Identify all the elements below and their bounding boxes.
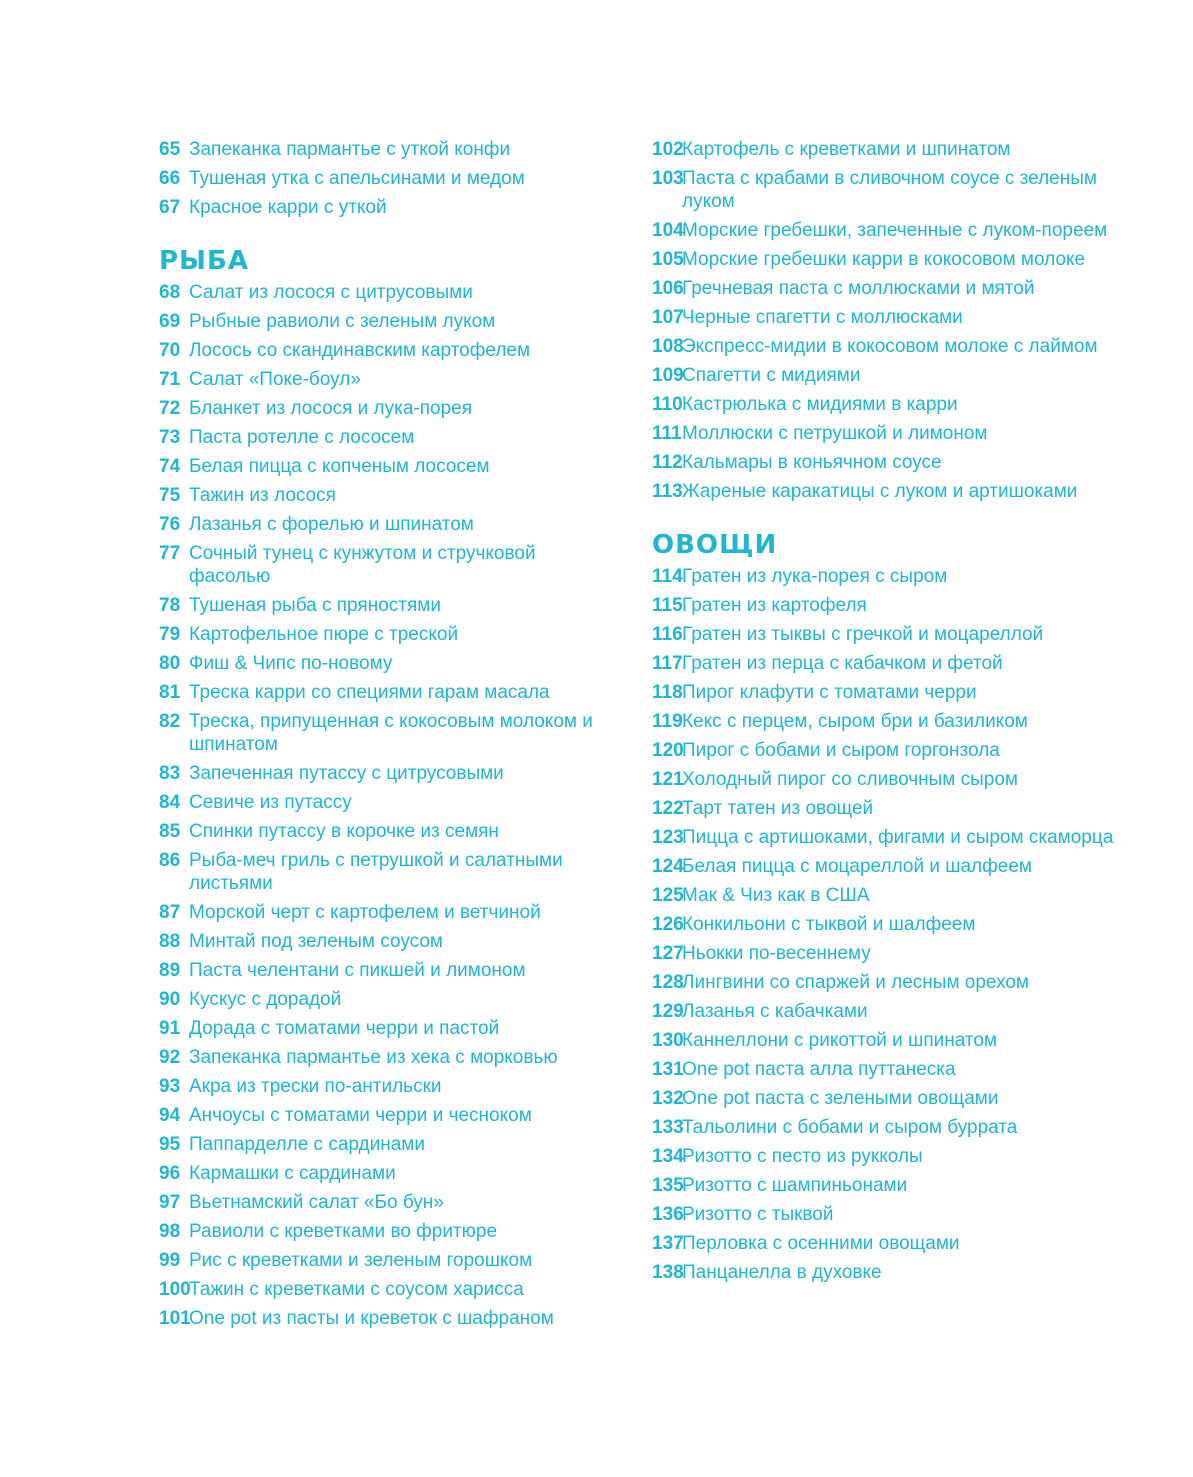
- page-number: 90: [159, 989, 181, 1010]
- toc-entry: [652, 1087, 1122, 1110]
- recipe-title: One pot из пасты и креветок с шафраном: [189, 1308, 554, 1329]
- page-number: 93: [159, 1076, 181, 1097]
- recipe-title: Рыба-меч гриль с петрушкой и салатными листьями: [189, 850, 563, 894]
- page-number: 94: [159, 1105, 181, 1126]
- page-number: 107: [652, 307, 684, 328]
- recipe-title: Морской черт с картофелем и ветчиной: [189, 902, 541, 923]
- toc-entry: [652, 942, 1122, 965]
- toc-entry: [652, 768, 1122, 791]
- recipe-title: Паста ротелле с лососем: [189, 427, 415, 448]
- toc-entry: [159, 281, 599, 304]
- page-number: 73: [159, 427, 181, 448]
- recipe-title: Черные спагетти с моллюсками: [682, 307, 963, 328]
- recipe-title: Гратен из тыквы с гречкой и моцареллой: [682, 624, 1044, 645]
- recipe-title: Кальмары в коньячном соусе: [682, 452, 942, 473]
- page-number: 82: [159, 711, 181, 732]
- page-number: 86: [159, 850, 181, 871]
- toc-entry: [159, 594, 599, 617]
- toc-entry: [652, 739, 1122, 762]
- page-number: 79: [159, 624, 181, 645]
- toc-entry: [159, 339, 599, 362]
- toc-entry: [652, 1058, 1122, 1081]
- page-number: 136: [652, 1204, 684, 1225]
- page-number: 117: [652, 653, 683, 674]
- toc-entry: [652, 364, 1122, 387]
- page-number: 137: [652, 1233, 684, 1254]
- toc-entry: [652, 1261, 1122, 1284]
- toc-entry: [652, 797, 1122, 820]
- recipe-title: Паста с крабами в сливочном соусе с зеленым луком: [682, 168, 1097, 212]
- page-number: 81: [159, 682, 181, 703]
- recipe-title: Паппарделле с сардинами: [189, 1134, 425, 1155]
- section-fish: [159, 247, 599, 1330]
- recipe-title: Кастрюлька с мидиями в карри: [682, 394, 958, 415]
- toc-entry: [159, 196, 599, 219]
- recipe-title: Тажин с креветками с соусом харисса: [189, 1279, 524, 1300]
- page-number: 97: [159, 1192, 181, 1213]
- page-number: 66: [159, 168, 181, 189]
- section-vegetables: [652, 531, 1122, 1284]
- toc-entry: [652, 565, 1122, 588]
- toc-entry: [652, 335, 1122, 358]
- recipe-title: Тажин из лосося: [189, 485, 336, 506]
- page-number: 122: [652, 798, 684, 819]
- toc-entry: [159, 820, 599, 843]
- page-number: 114: [652, 566, 683, 587]
- recipe-title: Ризотто с песто из рукколы: [682, 1146, 923, 1167]
- recipe-title: Запеканка пармантье с уткой конфи: [189, 139, 511, 160]
- page-number: 92: [159, 1047, 181, 1068]
- toc-entry: [652, 219, 1122, 242]
- toc-entry: [159, 1162, 599, 1185]
- page-number: 105: [652, 249, 684, 270]
- page-number: 77: [159, 543, 181, 564]
- page-number: 118: [652, 682, 683, 703]
- page-number: 109: [652, 365, 684, 386]
- recipe-title: Гратен из перца с кабачком и фетой: [682, 653, 1003, 674]
- recipe-title: Бланкет из лосося и лука-порея: [189, 398, 473, 419]
- toc-entry: [652, 393, 1122, 416]
- recipe-title: Вьетнамский салат «Бо бун»: [189, 1192, 444, 1213]
- toc-entry: [159, 791, 599, 814]
- toc-entry: [652, 1174, 1122, 1197]
- recipe-title: Ризотто с шампиньонами: [682, 1175, 908, 1196]
- recipe-title: Пирог с бобами и сыром горгонзола: [682, 740, 1000, 761]
- toc-entry: [652, 623, 1122, 646]
- page-number: 101: [159, 1308, 191, 1329]
- toc-entry: [652, 594, 1122, 617]
- recipe-title: Тальолини с бобами и сыром буррата: [682, 1117, 1018, 1138]
- recipe-title: One pot паста алла путтанеска: [682, 1059, 956, 1080]
- recipe-title: Холодный пирог со сливочным сыром: [682, 769, 1018, 790]
- toc-entry: [159, 623, 599, 646]
- recipe-title: Акра из трески по-антильски: [189, 1076, 442, 1097]
- toc-entry: [652, 971, 1122, 994]
- page-number: 129: [652, 1001, 684, 1022]
- toc-entry: [159, 930, 599, 953]
- toc-entry: [652, 1029, 1122, 1052]
- toc-entry: [159, 849, 599, 895]
- page-number: 95: [159, 1134, 181, 1155]
- recipe-title: Лазанья с кабачками: [682, 1001, 868, 1022]
- toc-entry: [652, 480, 1122, 503]
- page-number: 71: [159, 369, 181, 390]
- page-number: 126: [652, 914, 684, 935]
- toc-entry: [159, 1278, 599, 1301]
- recipe-title: Морские гребешки, запеченные с луком-пореем: [682, 220, 1108, 241]
- page-number: 133: [652, 1117, 684, 1138]
- page-number: 96: [159, 1163, 181, 1184]
- page-number: 116: [652, 624, 683, 645]
- section-title-vegetables: ОВОЩИ: [652, 530, 778, 560]
- recipe-title: Картофельное пюре с треской: [189, 624, 459, 645]
- recipe-title: Морские гребешки карри в кокосовом молоке: [682, 249, 1086, 270]
- recipe-title: Кускус с дорадой: [189, 989, 342, 1010]
- toc-entry: [652, 710, 1122, 733]
- recipe-title: Треска карри со специями гарам масала: [189, 682, 550, 703]
- page-number: 88: [159, 931, 181, 952]
- recipe-title: Каннеллони с рикоттой и шпинатом: [682, 1030, 997, 1051]
- toc-entry: [652, 422, 1122, 445]
- toc-entry: [159, 1249, 599, 1272]
- toc-entry: [159, 988, 599, 1011]
- page-number: 125: [652, 885, 684, 906]
- page-number: 138: [652, 1262, 684, 1283]
- recipe-title: Паста челентани с пикшей и лимоном: [189, 960, 526, 981]
- page-number: 124: [652, 856, 684, 877]
- page-number: 110: [652, 394, 683, 415]
- toc-entry: [652, 1232, 1122, 1255]
- recipe-title: Пирог клафути с томатами черри: [682, 682, 977, 703]
- page-number: 115: [652, 595, 683, 616]
- toc-entry: [652, 681, 1122, 704]
- page-number: 76: [159, 514, 181, 535]
- intro-list: [159, 138, 599, 219]
- page-number: 99: [159, 1250, 181, 1271]
- page-number: 104: [652, 220, 684, 241]
- recipe-title: Запеченная путассу с цитрусовыми: [189, 763, 504, 784]
- recipe-title: Белая пицца с копченым лососем: [189, 456, 490, 477]
- recipe-title: Равиоли с креветками во фритюре: [189, 1221, 498, 1242]
- toc-entry: [159, 901, 599, 924]
- toc-entry: [652, 138, 1122, 161]
- recipe-title: Спинки путассу в корочке из семян: [189, 821, 499, 842]
- toc-right-column: [652, 138, 1122, 1290]
- page-number: 100: [159, 1279, 191, 1300]
- recipe-title: Тушеная рыба с пряностями: [189, 595, 441, 616]
- recipe-title: Лосось со скандинавским картофелем: [189, 340, 531, 361]
- toc-entry: [159, 310, 599, 333]
- section-title-fish: РЫБА: [159, 246, 249, 276]
- recipe-title: Дорада с томатами черри и пастой: [189, 1018, 500, 1039]
- toc-entry: [159, 1191, 599, 1214]
- page-number: 75: [159, 485, 181, 506]
- page-number: 91: [159, 1018, 181, 1039]
- recipe-title: Запеканка пармантье из хека с морковью: [189, 1047, 558, 1068]
- recipe-title: Сочный тунец с кунжутом и стручковой фасолью: [189, 543, 536, 587]
- recipe-title: Тушеная утка с апельсинами и медом: [189, 168, 525, 189]
- page-number: 135: [652, 1175, 684, 1196]
- recipe-title: Рис с креветками и зеленым горошком: [189, 1250, 533, 1271]
- toc-entry: [159, 681, 599, 704]
- page-number: 65: [159, 139, 181, 160]
- toc-entry: [652, 451, 1122, 474]
- toc-entry: [652, 1145, 1122, 1168]
- recipe-title: Конкильони с тыквой и шалфеем: [682, 914, 976, 935]
- toc-entry: [159, 1220, 599, 1243]
- recipe-title: Тарт татен из овощей: [682, 798, 874, 819]
- page-number: 72: [159, 398, 181, 419]
- recipe-title: Фиш & Чипс по-новому: [189, 653, 393, 674]
- recipe-title: Кекс с перцем, сыром бри и базиликом: [682, 711, 1028, 732]
- recipe-title: One pot паста с зелеными овощами: [682, 1088, 999, 1109]
- recipe-title: Мак & Чиз как в США: [682, 885, 870, 906]
- toc-entry: [159, 484, 599, 507]
- page-number: 98: [159, 1221, 181, 1242]
- page-number: 134: [652, 1146, 684, 1167]
- page-number: 85: [159, 821, 181, 842]
- toc-entry: [159, 710, 599, 756]
- toc-entry: [652, 248, 1122, 271]
- page-number: 113: [652, 481, 683, 502]
- recipe-title: Лазанья с форелью и шпинатом: [189, 514, 474, 535]
- recipe-title: Салат «Поке-боул»: [189, 369, 361, 390]
- toc-entry: [652, 855, 1122, 878]
- recipe-title: Кармашки с сардинами: [189, 1163, 396, 1184]
- toc-entry: [159, 1307, 599, 1330]
- recipe-title: Экспресс-мидии в кокосовом молоке с лаймом: [682, 336, 1098, 357]
- page-number: 84: [159, 792, 181, 813]
- intro-list: [652, 138, 1122, 503]
- page-number: 131: [652, 1059, 684, 1080]
- recipe-title: Белая пицца с моцареллой и шалфеем: [682, 856, 1032, 877]
- page-number: 70: [159, 340, 181, 361]
- recipe-title: Гратен из лука-порея с сыром: [682, 566, 948, 587]
- toc-entry: [159, 1075, 599, 1098]
- page-number: 128: [652, 972, 684, 993]
- recipe-title: Панцанелла в духовке: [682, 1262, 882, 1283]
- recipe-title: Анчоусы с томатами черри и чесноком: [189, 1105, 532, 1126]
- page-number: 80: [159, 653, 181, 674]
- toc-entry: [159, 397, 599, 420]
- toc-entry: [652, 913, 1122, 936]
- page-number: 78: [159, 595, 181, 616]
- toc-entry: [159, 513, 599, 536]
- recipe-title: Минтай под зеленым соусом: [189, 931, 443, 952]
- toc-entry: [652, 1116, 1122, 1139]
- toc-entry: [159, 959, 599, 982]
- page-number: 130: [652, 1030, 684, 1051]
- toc-entry: [159, 762, 599, 785]
- toc-left-column: [159, 138, 599, 1336]
- toc-entry: [652, 884, 1122, 907]
- recipe-title: Треска, припущенная с кокосовым молоком и шпинатом: [189, 711, 593, 755]
- toc-entry: [159, 455, 599, 478]
- toc-entry: [652, 1203, 1122, 1226]
- page-number: 74: [159, 456, 181, 477]
- recipe-title: Гречневая паста с моллюсками и мятой: [682, 278, 1035, 299]
- page-number: 83: [159, 763, 181, 784]
- toc-entry: [652, 277, 1122, 300]
- recipe-title: Рыбные равиоли с зеленым луком: [189, 311, 496, 332]
- page-number: 106: [652, 278, 684, 299]
- page-number: 68: [159, 282, 181, 303]
- recipe-title: Лингвини со спаржей и лесным орехом: [682, 972, 1029, 993]
- page-number: 111: [652, 423, 682, 444]
- toc-entry: [652, 652, 1122, 675]
- toc-entry: [159, 1017, 599, 1040]
- toc-entry: [159, 426, 599, 449]
- recipe-title: Салат из лосося с цитрусовыми: [189, 282, 473, 303]
- recipe-title: Ризотто с тыквой: [682, 1204, 834, 1225]
- page-number: 103: [652, 168, 684, 189]
- toc-entry: [652, 1000, 1122, 1023]
- recipe-title: Жареные каракатицы с луком и артишоками: [682, 481, 1078, 502]
- toc-entry: [652, 826, 1122, 849]
- toc-entry: [159, 1133, 599, 1156]
- toc-entry: [159, 542, 599, 588]
- toc-entry: [652, 306, 1122, 329]
- recipe-title: Гратен из картофеля: [682, 595, 867, 616]
- recipe-title: Пицца с артишоками, фигами и сыром скаморца: [682, 827, 1114, 848]
- toc-entry: [159, 167, 599, 190]
- toc-entry: [652, 167, 1122, 213]
- page-number: 120: [652, 740, 684, 761]
- page-number: 123: [652, 827, 684, 848]
- recipe-title: Моллюски с петрушкой и лимоном: [682, 423, 988, 444]
- recipe-title: Красное карри с уткой: [189, 197, 387, 218]
- toc-entry: [159, 1104, 599, 1127]
- page-number: 127: [652, 943, 684, 964]
- page-number: 69: [159, 311, 181, 332]
- page-number: 87: [159, 902, 181, 923]
- page-number: 112: [652, 452, 683, 473]
- toc-entry: [159, 652, 599, 675]
- page-number: 132: [652, 1088, 684, 1109]
- recipe-title: Ньокки по-весеннему: [682, 943, 871, 964]
- page-number: 119: [652, 711, 683, 732]
- recipe-title: Севиче из путассу: [189, 792, 352, 813]
- recipe-title: Спагетти с мидиями: [682, 365, 861, 386]
- toc-entry: [159, 368, 599, 391]
- page-number: 67: [159, 197, 181, 218]
- page-number: 108: [652, 336, 684, 357]
- toc-entry: [159, 1046, 599, 1069]
- page-number: 121: [652, 769, 684, 790]
- toc-entry: [159, 138, 599, 161]
- recipe-title: Картофель с креветками и шпинатом: [682, 139, 1011, 160]
- page-number: 102: [652, 139, 684, 160]
- recipe-title: Перловка с осенними овощами: [682, 1233, 960, 1254]
- page-number: 89: [159, 960, 181, 981]
